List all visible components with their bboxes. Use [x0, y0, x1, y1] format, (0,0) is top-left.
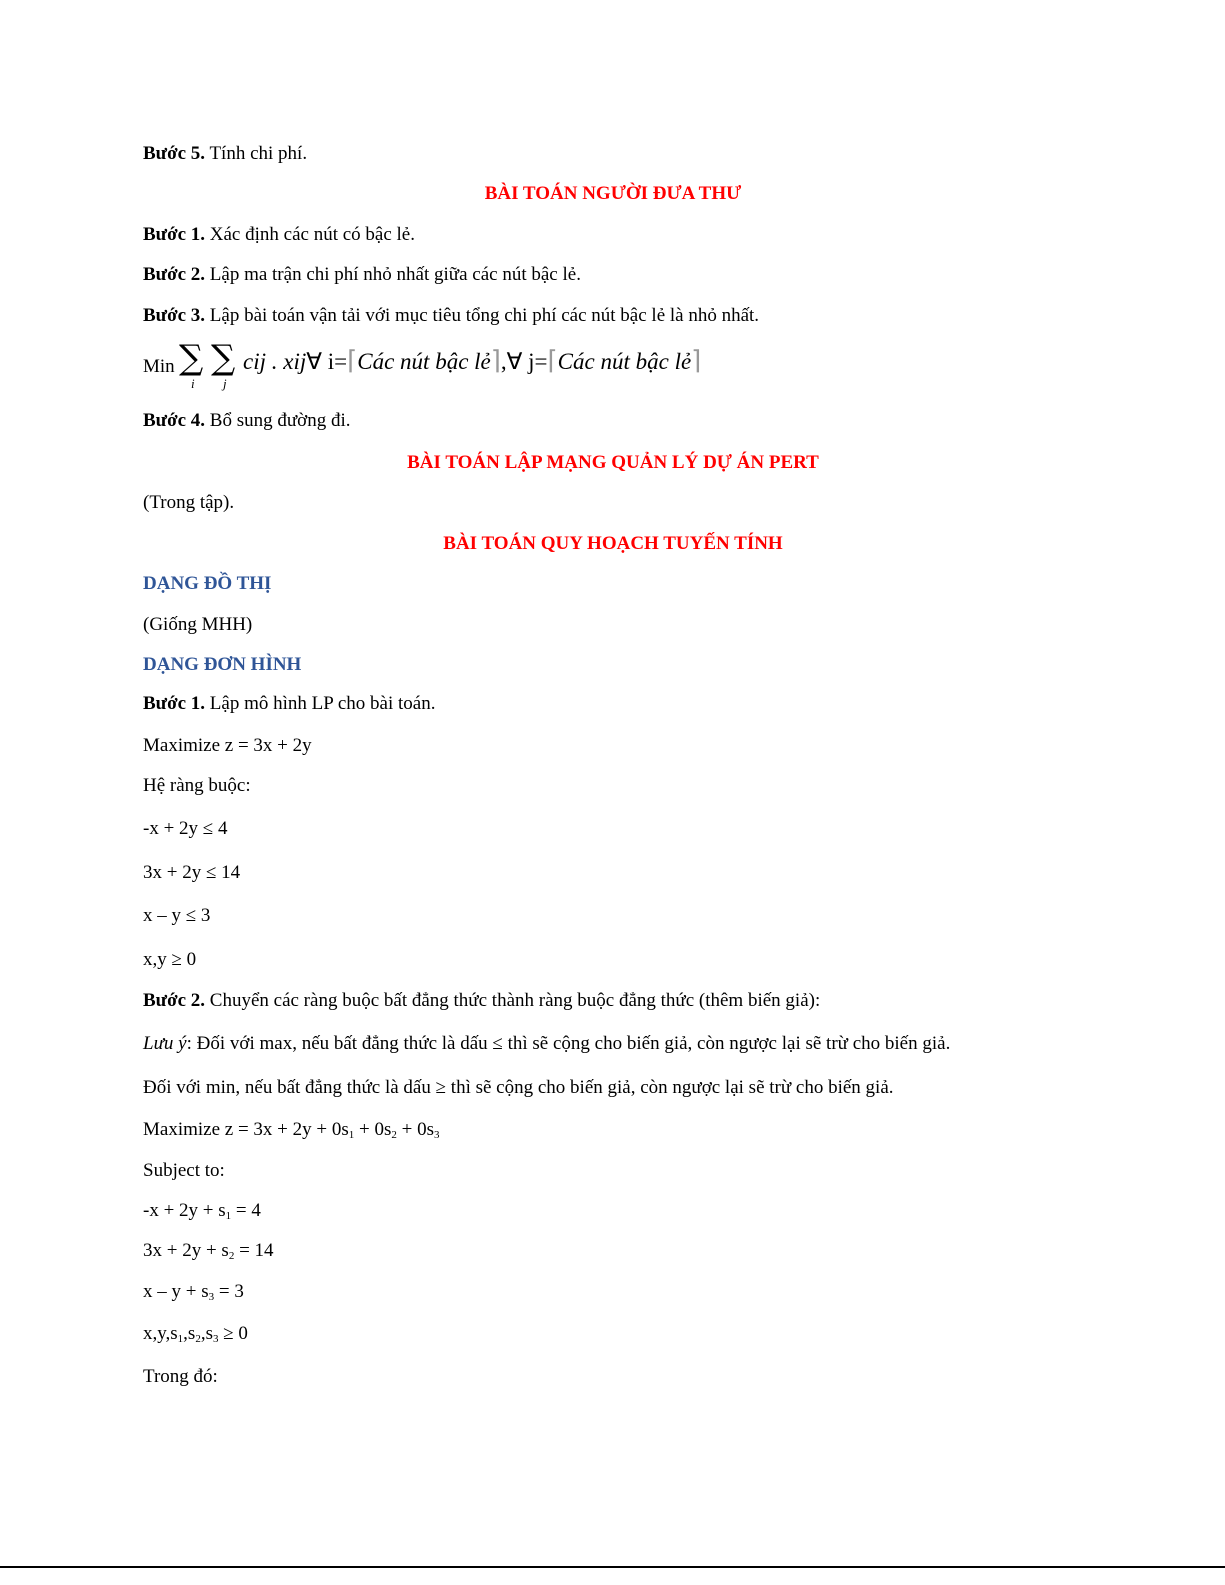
text-segment: Maximize z = 3x + 2y + 0s: [143, 1119, 349, 1140]
objective-maximize: Maximize z = 3x + 2y: [143, 735, 312, 756]
note-max: [143, 1032, 950, 1056]
step-label: Bước 1.: [143, 224, 206, 245]
text-segment: = 14: [234, 1240, 274, 1261]
set-brace-open: ⌈: [547, 346, 558, 375]
text-segment: ,s: [183, 1323, 196, 1344]
note-label: Lưu ý: [143, 1033, 187, 1054]
text-segment: ,s: [200, 1323, 213, 1344]
set-brace-close: ⌉: [490, 346, 501, 375]
formula-forall-i: ∀ i=: [306, 349, 348, 374]
equation-1: [143, 1199, 261, 1223]
postman-step1: [143, 223, 415, 247]
text-segment: ≥ 0: [218, 1323, 248, 1344]
text-segment: = 4: [231, 1200, 261, 1221]
formula-expression: [243, 346, 701, 376]
step-text: Lập mô hình LP cho bài toán.: [205, 693, 436, 714]
subscript: 1: [177, 1333, 184, 1345]
subscript: 1: [348, 1129, 355, 1141]
set-brace-close: ⌉: [691, 346, 702, 375]
trong-do: Trong đó:: [143, 1366, 218, 1387]
subsection-simplex: DẠNG ĐƠN HÌNH: [143, 654, 302, 675]
step-label: Bước 3.: [143, 305, 206, 326]
formula-min-label: Min: [143, 356, 175, 377]
text-segment: -x + 2y + s: [143, 1200, 226, 1221]
sum-symbol-i: ∑: [179, 338, 204, 378]
section-title-postman: BÀI TOÁN NGƯỜI ĐƯA THƯ: [484, 183, 742, 204]
step-text: Xác định các nút có bậc lẻ.: [205, 224, 415, 245]
subsection-graph: DẠNG ĐỒ THỊ: [143, 573, 272, 594]
sum-index-j: j: [223, 376, 227, 391]
formula-set-j: Các nút bậc lẻ: [557, 349, 692, 374]
page-bottom-rule: [0, 1566, 1225, 1568]
formula-set-i: Các nút bậc lẻ: [357, 349, 491, 374]
equation-3: [143, 1280, 244, 1304]
step-label: Bước 5.: [143, 143, 206, 164]
postman-step3: [143, 304, 759, 328]
text-segment: x – y + s: [143, 1281, 209, 1302]
constraint-nonneg: x,y ≥ 0: [143, 949, 197, 970]
step-label: Bước 2.: [143, 990, 206, 1011]
subscript: 3: [433, 1129, 440, 1141]
subject-to: Subject to:: [143, 1160, 225, 1181]
step5-line: [143, 142, 307, 166]
set-brace-open: ⌈: [347, 346, 358, 375]
subscript: 2: [228, 1250, 235, 1262]
step-text: Tính chi phí.: [205, 143, 308, 164]
subscript: 3: [212, 1333, 219, 1345]
step-text: Lập ma trận chi phí nhỏ nhất giữa các nút bậc lẻ.: [205, 264, 581, 285]
subscript: 3: [208, 1291, 215, 1303]
subscript: 1: [225, 1210, 232, 1222]
simplex-step2: [143, 989, 820, 1013]
step-text: Lập bài toán vận tải với mục tiêu tổng chi phí các nút bậc lẻ là nhỏ nhất.: [205, 305, 760, 326]
step-text: Chuyển các ràng buộc bất đẳng thức thành ràng buộc đẳng thức (thêm biến giả):: [205, 990, 821, 1011]
objective-formula: [143, 338, 1043, 398]
step-label: Bước 4.: [143, 410, 206, 431]
text-segment: x,y,s: [143, 1323, 178, 1344]
subscript: 2: [195, 1333, 201, 1345]
objective-standard: [143, 1118, 439, 1142]
section-title-pert: BÀI TOÁN LẬP MẠNG QUẢN LÝ DỰ ÁN PERT: [407, 452, 819, 473]
sum-index-i: i: [191, 376, 195, 391]
formula-forall-j: ,∀ j=: [500, 349, 548, 374]
constraint-3: x – y ≤ 3: [143, 905, 211, 926]
simplex-step1: [143, 692, 435, 716]
postman-step4: [143, 409, 350, 433]
sum-symbol-j: ∑: [211, 338, 236, 378]
step-label: Bước 2.: [143, 264, 206, 285]
subscript: 2: [391, 1129, 397, 1141]
graph-note: (Giống MHH): [143, 614, 253, 635]
pert-note: (Trong tập).: [143, 492, 235, 513]
text-segment: + 0s: [396, 1119, 434, 1140]
text-segment: 3x + 2y + s: [143, 1240, 229, 1261]
equation-nonneg: [143, 1322, 248, 1346]
note-text: : Đối với max, nếu bất đẳng thức là dấu ≤ thì sẽ cộng cho biến giả, còn ngược lại sẽ trừ cho biến giả.: [186, 1033, 951, 1054]
step-text: Bổ sung đường đi.: [205, 410, 351, 431]
constraint-1: -x + 2y ≤ 4: [143, 818, 228, 839]
section-title-lp: BÀI TOÁN QUY HOẠCH TUYẾN TÍNH: [443, 533, 783, 554]
equation-2: [143, 1239, 274, 1263]
note-min: Đối với min, nếu bất đẳng thức là dấu ≥ thì sẽ cộng cho biến giả, còn ngược lại sẽ trừ cho biến giả.: [143, 1077, 894, 1098]
step-label: Bước 1.: [143, 693, 206, 714]
constraint-2: 3x + 2y ≤ 14: [143, 862, 241, 883]
constraints-heading: Hệ ràng buộc:: [143, 775, 251, 796]
formula-term: cij . xij: [243, 349, 307, 374]
text-segment: = 3: [214, 1281, 244, 1302]
postman-step2: [143, 263, 581, 287]
text-segment: + 0s: [354, 1119, 392, 1140]
